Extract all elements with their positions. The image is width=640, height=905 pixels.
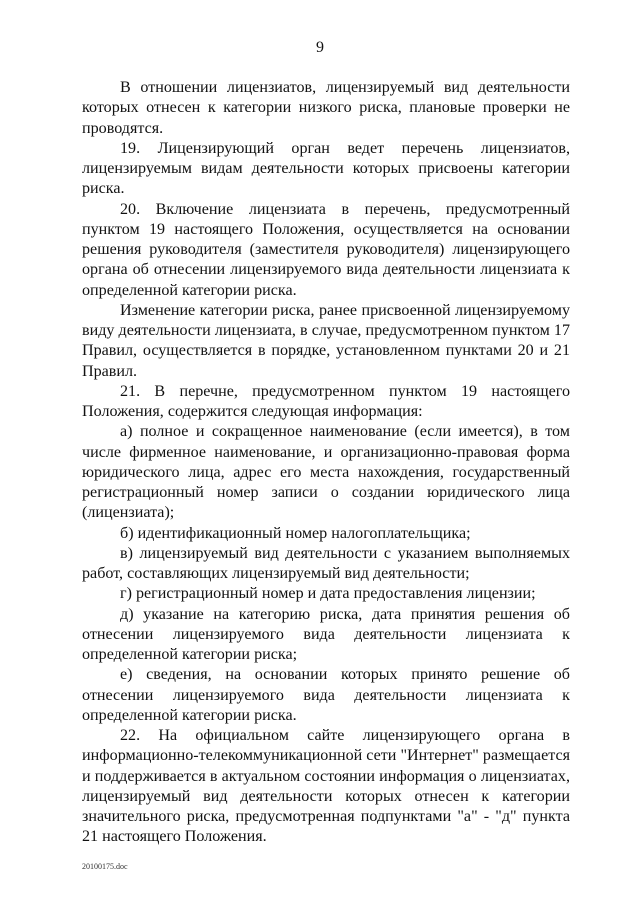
paragraph-low-risk: В отношении лицензиатов, лицензируемый вид деятельности которых отнесен к категории низкого риска, плановые проверки не проводятся. (82, 79, 570, 137)
list-item-e: е) сведения, на основании которых принято решение об отнесении лицензируемого вида деятельности лицензиата к определенной категории риска. (82, 666, 570, 724)
paragraph-risk-change: Изменение категории риска, ранее присвоенной лицензируемому виду деятельности лицензиата, в случае, предусмотренном пунктом 17 Правил, осуществляется в порядке, установленном пунктами 20 и 21 Правил. (82, 301, 570, 380)
list-item-v: в) лицензируемый вид деятельности с указанием выполняемых работ, составляющих лицензируемый вид деятельности; (82, 544, 570, 582)
paragraph-19: 19. Лицензирующий орган ведет перечень лицензиатов, лицензируемым видам деятельности которых присвоены категории риска. (82, 139, 570, 198)
paragraph-20: 20. Включение лицензиата в перечень, предусмотренный пунктом 19 настоящего Положения, осуществляется на основании решения руководителя (заместителя руководителя) лицензирующего органа об отнесении лицензируемого вида деятельности лицензиата к определенной категории риска. (82, 200, 570, 299)
paragraph-22: 22. На официальном сайте лицензирующего органа в информационно-телекоммуникационной сети "Интернет" размещается и поддерживается в актуальном состоянии информация о лицензиатах, лицензируемый вид деятельности которых отнесен к категории значительного риска, предусмотренная подпунктами "а" - "д" пункта 21 настоящего Положения. (82, 727, 570, 846)
document-file-code: 20100175.doc (82, 862, 128, 871)
list-item-g: г) регистрационный номер и дата предоставления лицензии; (120, 585, 536, 603)
paragraph-21: 21. В перечне, предусмотренном пунктом 19 настоящего Положения, содержится следующая информация: (82, 382, 570, 420)
list-item-b: б) идентификационный номер налогоплательщика; (120, 524, 471, 542)
document-body (82, 78, 570, 848)
list-item-d: д) указание на категорию риска, дата принятия решения об отнесении лицензируемого вида деятельности лицензиата к определенной категории риска; (82, 605, 570, 663)
list-item-a: а) полное и сокращенное наименование (если имеется), в том числе фирменное наименование, и организационно-правовая форма юридического лица, адрес его места нахождения, государственный регистрационный номер записи о создании юридического лица (лицензиата); (82, 423, 570, 522)
page-number: 9 (316, 39, 324, 56)
